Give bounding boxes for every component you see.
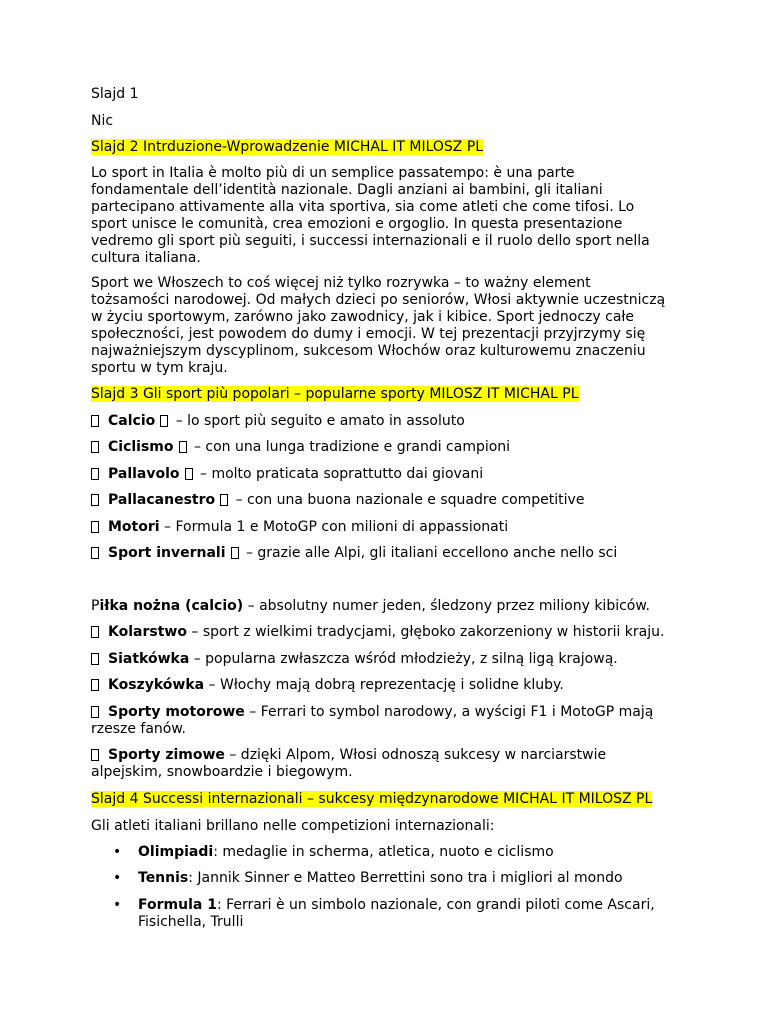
item-lead: P [91, 598, 100, 614]
item-bold: Sport invernali [108, 545, 226, 561]
slide2-polish-paragraph [91, 275, 681, 377]
list-item [91, 624, 664, 641]
paragraph-line: sportu w tym kraju. [91, 360, 228, 376]
item-bold: Calcio [108, 413, 156, 429]
missing-glyph-icon [185, 468, 193, 480]
paragraph-line: partecipano attivamente alla vita sportiva, sia come atleti che come tifosi. Lo [91, 199, 635, 215]
bullet-icon: • [113, 870, 122, 886]
item-bold: Formula 1 [138, 897, 217, 913]
item-text-continued: rzesze fanów. [91, 721, 186, 737]
slide4-intro: Gli atleti italiani brillano nelle competizioni internazionali: [91, 818, 495, 834]
missing-glyph-icon [179, 441, 187, 453]
item-text: – molto praticata soprattutto dai giovani [195, 466, 484, 482]
item-text: – lo sport più seguito e amato in assoluto [171, 413, 465, 429]
paragraph-line: w życiu sportowym, zarówno jako zawodnicy, jak i kibice. Sport jednoczy całe [91, 309, 634, 325]
item-bold: Sporty zimowe [108, 747, 225, 763]
missing-glyph-icon [91, 441, 99, 453]
item-text: – con una lunga tradizione e grandi campioni [189, 439, 511, 455]
item-bold: Motori [108, 519, 160, 535]
paragraph-line: społeczności, jest powodem do dumy i emocji. W tej prezentacji przyjrzymy się [91, 326, 646, 342]
missing-glyph-icon [91, 547, 99, 559]
list-item [138, 870, 678, 887]
missing-glyph-icon [91, 749, 99, 761]
item-text: : Jannik Sinner e Matteo Berrettini sono tra i migliori al mondo [188, 870, 623, 886]
missing-glyph-icon [91, 706, 99, 718]
item-text: : medaglie in scherma, atletica, nuoto e ciclismo [213, 844, 554, 860]
missing-glyph-icon [160, 415, 168, 427]
paragraph-line: sport unisce le comunità, crea emozioni e orgoglio. In questa presentazione [91, 216, 623, 232]
item-text: – Ferrari to symbol narodowy, a wyścigi F1 i MotoGP mają [244, 704, 654, 720]
slide1-note: Nic [91, 113, 114, 129]
paragraph-line: tożsamości narodowej. Od małych dzieci po seniorów, Włosi aktywnie uczestniczą [91, 292, 666, 308]
item-bold: Pallavolo [108, 466, 180, 482]
slide3-heading-text: Slajd 3 Gli sport più popolari – popularne sporty MILOSZ IT MICHAL PL [91, 386, 579, 402]
item-bold: Olimpiadi [138, 844, 214, 860]
list-item [91, 545, 617, 562]
missing-glyph-icon [91, 626, 99, 638]
item-text: – Włochy mają dobrą reprezentację i solidne kluby. [204, 677, 564, 693]
item-text-continued: alpejskim, snowboardzie i biegowym. [91, 764, 353, 780]
item-text: – Formula 1 e MotoGP con milioni di appassionati [159, 519, 509, 535]
missing-glyph-icon [91, 494, 99, 506]
list-item [91, 439, 510, 456]
item-text: – popularna zwłaszcza wśród młodzieży, z silną ligą krajową. [189, 651, 618, 667]
missing-glyph-icon [91, 679, 99, 691]
item-text-continued: Fisichella, Trulli [138, 914, 244, 930]
slide1-title: Slajd 1 [91, 86, 139, 102]
slide3-heading [91, 386, 579, 403]
paragraph-line: najważniejszym dyscyplinom, sukcesom Włochów oraz kulturowemu znaczeniu [91, 343, 646, 359]
item-text: – dzięki Alpom, Włosi odnoszą sukcesy w narciarstwie [224, 747, 607, 763]
item-bold: Tennis [138, 870, 189, 886]
paragraph-line: fondamentale dell’identità nazionale. Dagli anziani ai bambini, gli italiani [91, 182, 603, 198]
missing-glyph-icon [91, 468, 99, 480]
missing-glyph-icon [231, 547, 239, 559]
list-item [91, 598, 650, 615]
list-item [91, 466, 483, 483]
slide4-heading [91, 791, 652, 808]
item-text: – grazie alle Alpi, gli italiani eccellono anche nello sci [241, 545, 618, 561]
item-bold: Kolarstwo [108, 624, 187, 640]
paragraph-line: vedremo gli sport più seguiti, i successi internazionali e il ruolo dello sport nella [91, 233, 650, 249]
missing-glyph-icon [91, 415, 99, 427]
list-item [91, 747, 691, 781]
item-bold: iłka nożna (calcio) [99, 598, 244, 614]
slide2-italian-paragraph [91, 165, 681, 267]
item-bold: Siatkówka [108, 651, 190, 667]
missing-glyph-icon [220, 494, 228, 506]
paragraph-line: Sport we Włoszech to coś więcej niż tylko rozrywka – to ważny element [91, 275, 591, 291]
item-bold: Sporty motorowe [108, 704, 245, 720]
slide2-heading [91, 139, 483, 156]
missing-glyph-icon [91, 653, 99, 665]
list-item [91, 677, 564, 694]
list-item [91, 519, 508, 536]
item-bold: Ciclismo [108, 439, 174, 455]
list-item [91, 492, 584, 509]
paragraph-line: Lo sport in Italia è molto più di un semplice passatempo: è una parte [91, 165, 575, 181]
item-bold: Koszykówka [108, 677, 205, 693]
paragraph-line: cultura italiana. [91, 250, 201, 266]
list-item [138, 844, 678, 861]
list-item [91, 413, 465, 430]
bullet-icon: • [113, 897, 122, 913]
item-text: – sport z wielkimi tradycjami, głęboko zakorzeniony w historii kraju. [186, 624, 665, 640]
slide2-heading-text: Slajd 2 Intrduzione-Wprowadzenie MICHAL IT MILOSZ PL [91, 139, 484, 155]
missing-glyph-icon [91, 521, 99, 533]
slide4-heading-text: Slajd 4 Successi internazionali – sukcesy międzynarodowe MICHAL IT MILOSZ PL [91, 791, 653, 807]
item-text: – absolutny numer jeden, śledzony przez miliony kibiców. [243, 598, 650, 614]
item-bold: Pallacanestro [108, 492, 216, 508]
bullet-icon: • [113, 844, 122, 860]
list-item [91, 704, 691, 738]
list-item [138, 897, 678, 931]
item-text: – con una buona nazionale e squadre competitive [231, 492, 585, 508]
list-item [91, 651, 618, 668]
item-text: : Ferrari è un simbolo nazionale, con grandi piloti come Ascari, [216, 897, 655, 913]
